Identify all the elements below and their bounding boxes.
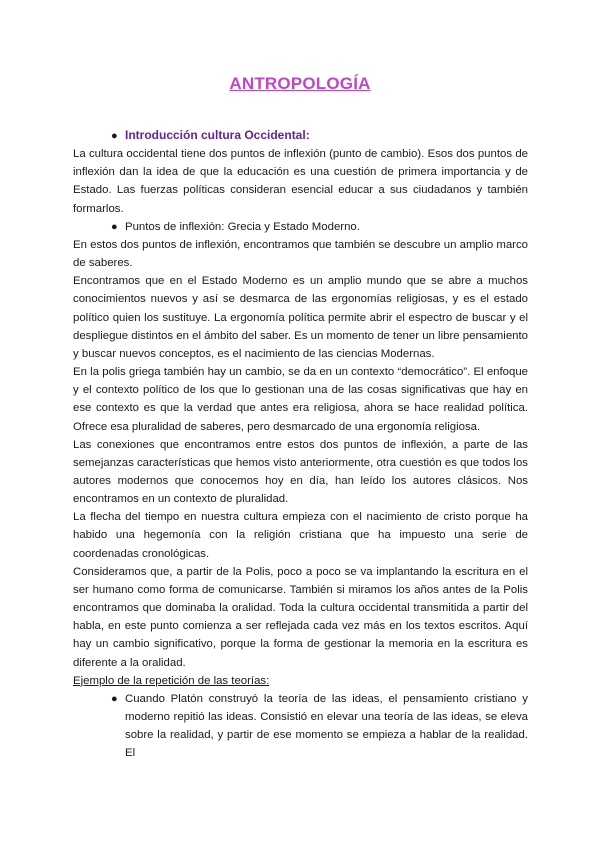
- paragraph: Encontramos que en el Estado Moderno es un amplio mundo que se abre a muchos conocimientos nuevos y así se desmarca de las ergonomías religiosas, y es el estado político quien los sustituye. La ergonomía política permite abrir el espectro de buscar y el despliegue distintos en el ámbito del saber. Es un momento de tener un libre pensamiento y buscar nuevos conceptos, es el nacimiento de las ciencias Modernas.: [73, 275, 528, 360]
- paragraph: Consideramos que, a partir de la Polis, poco a poco se va implantando la escritura en el ser humano como forma de comunicarse. También si miramos los años antes de la Polis encontramos que dominaba la oralidad. Toda la cultura occidental transmitida a partir del habla, en este punto comienza a ser reflejada cada vez más en los textos escritos. Aquí hay un cambio significativo, porque la forma de gestionar la memoria en la escritura es diferente a la oralidad.: [73, 565, 528, 669]
- document-title: ANTROPOLOGÍA: [229, 74, 371, 93]
- heading-text: Introducción cultura Occidental:: [125, 128, 310, 142]
- paragraph: En estos dos puntos de inflexión, encontramos que también se descubre un amplio marco de saberes.: [73, 238, 528, 270]
- bullet-icon: ●: [111, 130, 118, 142]
- paragraph: En la polis griega también hay un cambio, se da en un contexto “democrático”. El enfoque y el contexto político de los que lo gestionan una de las cosas significativas que hay en ese contexto es que la verdad que antes era religiosa, ahora se hace realidad política. Ofrece esa pluralidad de saberes, pero desmarcado de una ergonomía religiosa.: [73, 366, 528, 433]
- document-body: [73, 126, 528, 762]
- bullet-icon: ●: [111, 692, 118, 705]
- bullet-item: [111, 690, 528, 763]
- bullet-icon: ●: [111, 220, 118, 233]
- bullet-text: Cuando Platón construyó la teoría de las ideas, el pensamiento cristiano y moderno repitió las ideas. Consistió en elevar una teoría de las ideas, se eleva sobre la realidad, y partir de ese momento se empieza a hablar de la realidad. El: [125, 692, 528, 760]
- section-heading: [111, 126, 528, 145]
- subheading: Ejemplo de la repetición de las teorías:: [73, 674, 270, 687]
- bullet-text: Puntos de inflexión: Grecia y Estado Moderno.: [125, 220, 360, 233]
- paragraph: La flecha del tiempo en nuestra cultura empieza con el nacimiento de cristo porque ha habido una hegemonía con la religión cristiana que ha impuesto una serie de coordenadas cronológicas.: [73, 511, 528, 560]
- paragraph: La cultura occidental tiene dos puntos de inflexión (punto de cambio). Esos dos puntos de inflexión dan la idea de que la educación es una cuestión de primera importancia y de Estado. Las fuerzas políticas consideran esencial educar a sus ciudadanos y también formarlos.: [73, 148, 528, 215]
- paragraph: Las conexiones que encontramos entre estos dos puntos de inflexión, a parte de las semejanzas características que hemos visto anteriormente, otra cuestión es que todos los autores modernos que conocemos hoy en día, han leído los autores clásicos. Nos encontramos en un contexto de pluralidad.: [73, 438, 528, 506]
- bullet-item: [111, 218, 528, 236]
